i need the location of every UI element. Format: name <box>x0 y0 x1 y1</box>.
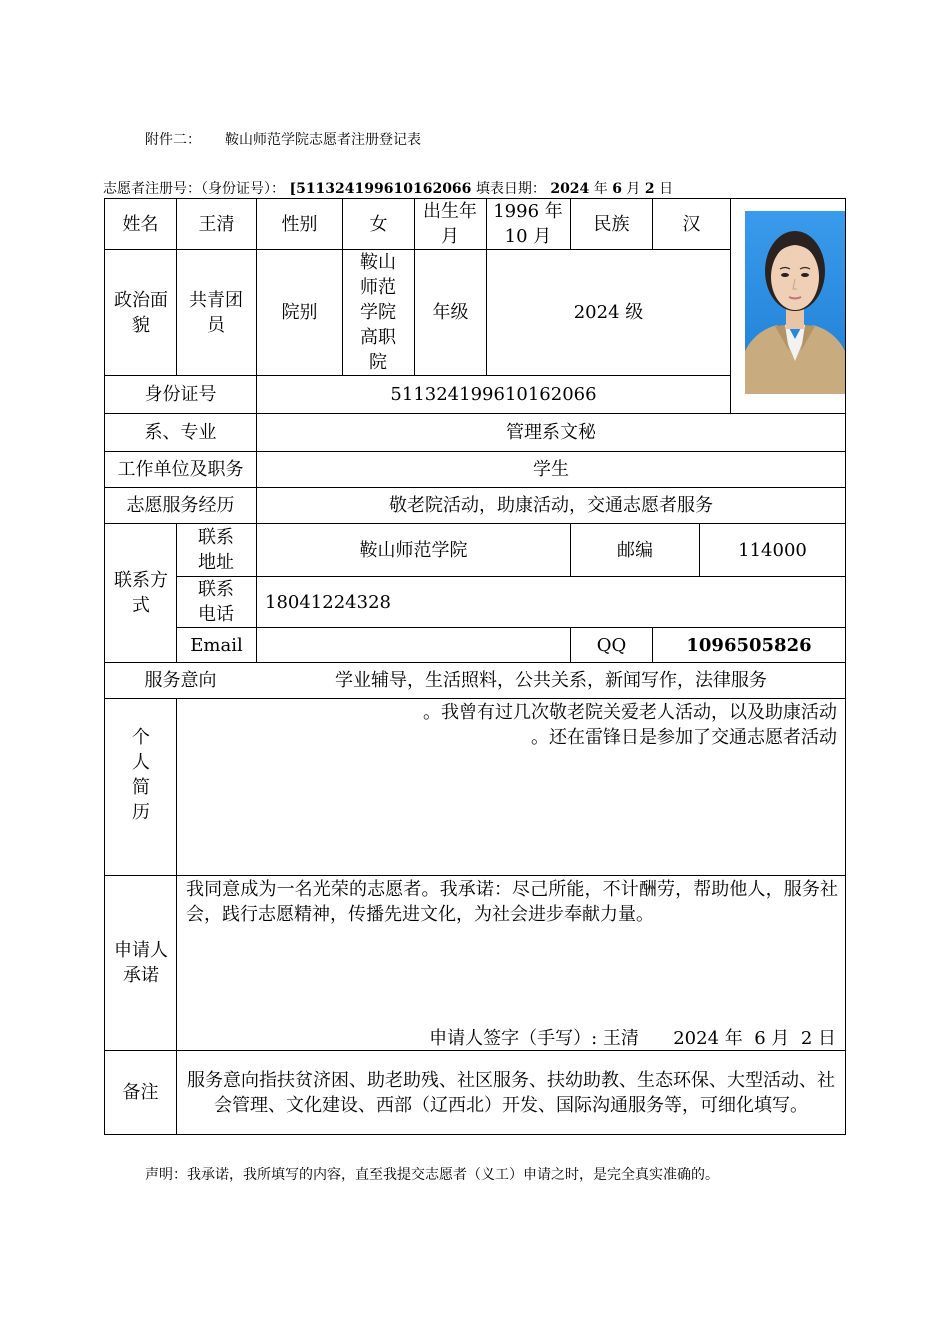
college-label: 院别 <box>281 302 318 323</box>
resume-line-2: 。还在雷锋日是参加了交通志愿者活动 <box>531 727 837 748</box>
notes-text: 服务意向指扶贫济困、助老助残、社区服务、扶幼助教、生态环保、大型活动、社会管理、文化建设、西部（辽西北）开发、国际沟通服务等，可细化填写。 <box>187 1069 835 1116</box>
phone-value: 18041224328 <box>265 591 391 613</box>
row-line <box>104 698 846 699</box>
registration-number: [511324199610162066 <box>289 181 472 197</box>
day-unit: 日 <box>659 181 674 197</box>
grade-label: 年级 <box>432 302 469 323</box>
table-border-bottom <box>104 1134 846 1135</box>
registration-line <box>103 178 673 198</box>
fill-date-label: 填表日期： <box>475 181 546 197</box>
dept-label: 系、专业 <box>144 422 217 443</box>
zip-label: 邮编 <box>617 539 653 561</box>
id-value: 511324199610162066 <box>390 384 597 405</box>
college-value: 鞍山师范学院高职院 <box>360 252 396 373</box>
table-border-right <box>845 198 846 1135</box>
resume-label: 个人简历 <box>132 727 150 823</box>
pledge-text: 我同意成为一名光荣的志愿者。我承诺：尽己所能，不计酬劳，帮助他人，服务社会，践行志愿精神，传播先进文化，为社会进步奉献力量。 <box>186 879 838 925</box>
gender-label: 性别 <box>281 213 318 235</box>
phone-label: 联系电话 <box>198 579 234 625</box>
political-value: 共青团员 <box>189 289 243 336</box>
resume-text <box>180 700 837 750</box>
form-title: 鞍山师范学院志愿者注册登记表 <box>225 132 421 148</box>
row-line <box>104 875 846 876</box>
intent-label: 服务意向 <box>144 670 217 691</box>
political-label: 政治面貌 <box>114 289 168 336</box>
address-label: 联系地址 <box>198 527 234 573</box>
birth-value: 1996 年 10 月 <box>493 201 563 247</box>
work-label: 工作单位及职务 <box>117 459 244 480</box>
footer-statement: 声明：我承诺，我所填写的内容，直至我提交志愿者（义工）申请之时，是完全真实准确的。 <box>145 1167 719 1183</box>
gender-value: 女 <box>369 213 388 235</box>
col-line <box>176 698 177 1135</box>
applicant-photo <box>745 211 845 394</box>
email-label: Email <box>190 634 243 656</box>
fill-day: 2 <box>644 181 655 197</box>
name-label: 姓名 <box>122 213 159 235</box>
portrait-image <box>745 211 845 394</box>
name-value: 王清 <box>198 213 235 235</box>
birth-label: 出生年月 <box>423 201 477 247</box>
notes-label: 备注 <box>122 1082 159 1103</box>
zip-value: 114000 <box>738 539 807 561</box>
intent-value: 学业辅导，生活照料，公共关系，新闻写作，法律服务 <box>335 670 767 691</box>
attachment-label: 附件二： <box>145 132 201 148</box>
id-label: 身份证号 <box>144 384 217 405</box>
col-line <box>730 198 731 413</box>
email-value <box>257 628 570 662</box>
fill-month: 6 <box>612 181 622 197</box>
fill-year: 2024 <box>550 181 590 197</box>
ethnicity-value: 汉 <box>682 213 701 235</box>
qq-label: QQ <box>596 634 627 656</box>
contact-label: 联系方式 <box>114 570 168 616</box>
month-unit: 月 <box>626 181 641 197</box>
qq-value: 1096505826 <box>686 634 812 656</box>
address-value: 鞍山师范学院 <box>359 539 468 561</box>
dept-value: 管理系文秘 <box>506 422 596 443</box>
work-value: 学生 <box>533 459 569 480</box>
pledge-label: 申请人承诺 <box>114 940 168 986</box>
grade-value: 2024 级 <box>573 302 644 323</box>
resume-line-1: 。我曾有过几次敬老院关爱老人活动，以及助康活动 <box>423 702 837 723</box>
experience-label: 志愿服务经历 <box>126 495 235 516</box>
experience-value: 敬老院活动，助康活动，交通志愿者服务 <box>389 495 713 516</box>
ethnicity-label: 民族 <box>593 213 630 235</box>
signature-line: 申请人签字（手写）: 王清 2024 年 6 月 2 日 <box>429 1028 836 1049</box>
registration-label: 志愿者注册号：（身份证号）： <box>103 181 285 197</box>
year-unit: 年 <box>593 181 608 197</box>
